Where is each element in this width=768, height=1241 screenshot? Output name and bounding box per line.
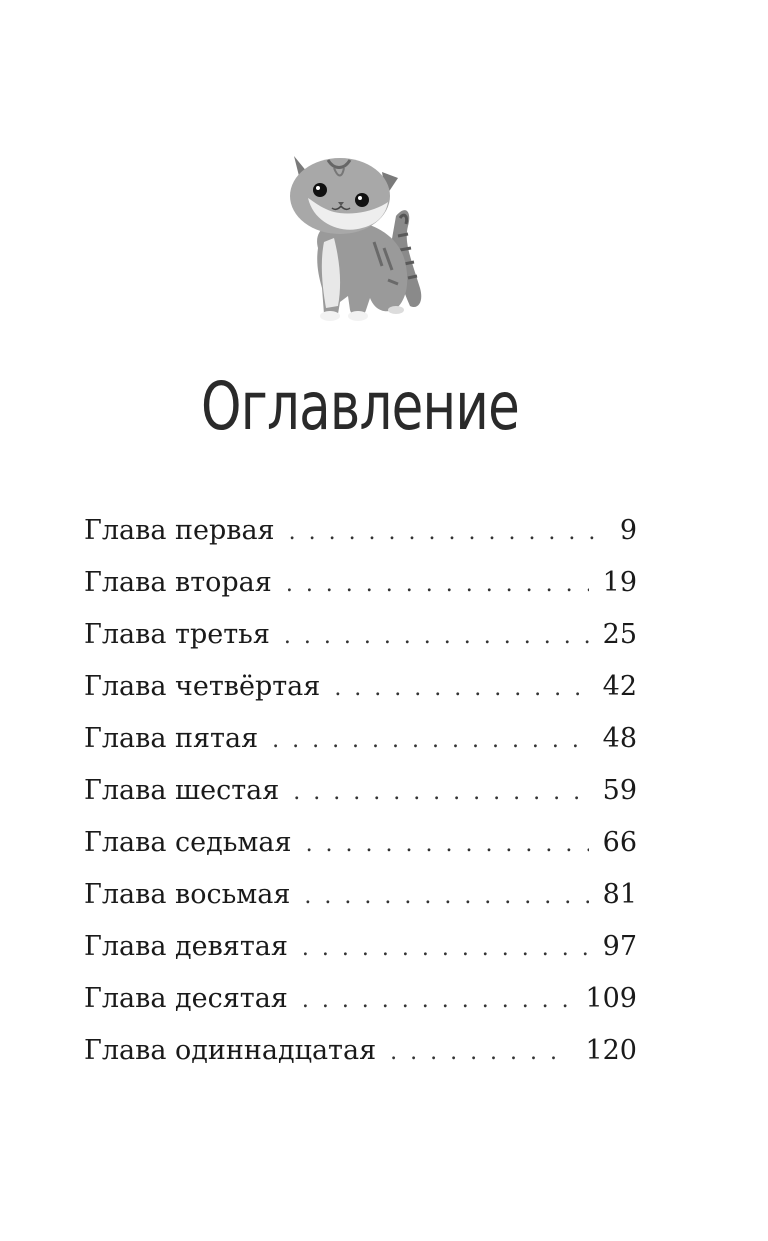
page-title: Оглавление bbox=[201, 368, 519, 445]
toc-entry bbox=[84, 661, 637, 713]
chapter-title: Глава одиннадцатая bbox=[84, 1035, 377, 1066]
page-number: 81 bbox=[602, 879, 637, 910]
page-number: 19 bbox=[602, 567, 637, 598]
chapter-title: Глава четвёртая bbox=[84, 671, 321, 702]
chapter-title: Глава пятая bbox=[84, 723, 259, 754]
toc-entry bbox=[84, 557, 637, 609]
chapter-title: Глава девятая bbox=[84, 931, 288, 962]
page-number: 66 bbox=[602, 827, 637, 858]
page-number: 48 bbox=[602, 723, 637, 754]
dot-leader bbox=[302, 923, 589, 975]
toc-entry bbox=[84, 609, 637, 661]
dot-leader bbox=[390, 1027, 571, 1079]
toc-entry bbox=[84, 973, 637, 1025]
kitten-illustration bbox=[278, 138, 438, 328]
chapter-title: Глава шестая bbox=[84, 775, 280, 806]
chapter-title: Глава вторая bbox=[84, 567, 272, 598]
page-number: 120 bbox=[585, 1035, 637, 1066]
chapter-title: Глава седьмая bbox=[84, 827, 292, 858]
toc-entry bbox=[84, 713, 637, 765]
page-number: 97 bbox=[602, 931, 637, 962]
dot-leader bbox=[289, 507, 603, 559]
page-number: 109 bbox=[585, 983, 637, 1014]
toc-entry bbox=[84, 869, 637, 921]
page-number: 9 bbox=[619, 515, 637, 546]
toc-entry bbox=[84, 765, 637, 817]
toc-entry bbox=[84, 921, 637, 973]
dot-leader bbox=[302, 975, 572, 1027]
page-number: 25 bbox=[602, 619, 637, 650]
dot-leader bbox=[304, 871, 588, 923]
toc-entry bbox=[84, 505, 637, 557]
table-of-contents bbox=[84, 505, 637, 1077]
toc-entry bbox=[84, 817, 637, 869]
dot-leader bbox=[306, 819, 589, 871]
chapter-title: Глава первая bbox=[84, 515, 275, 546]
chapter-title: Глава восьмая bbox=[84, 879, 291, 910]
dot-leader bbox=[284, 611, 589, 663]
dot-leader bbox=[293, 767, 588, 819]
toc-entry bbox=[84, 1025, 637, 1077]
page-number: 42 bbox=[602, 671, 637, 702]
dot-leader bbox=[286, 559, 589, 611]
page-number: 59 bbox=[602, 775, 637, 806]
dot-leader bbox=[272, 715, 589, 767]
dot-leader bbox=[334, 663, 588, 715]
chapter-title: Глава десятая bbox=[84, 983, 288, 1014]
chapter-title: Глава третья bbox=[84, 619, 270, 650]
